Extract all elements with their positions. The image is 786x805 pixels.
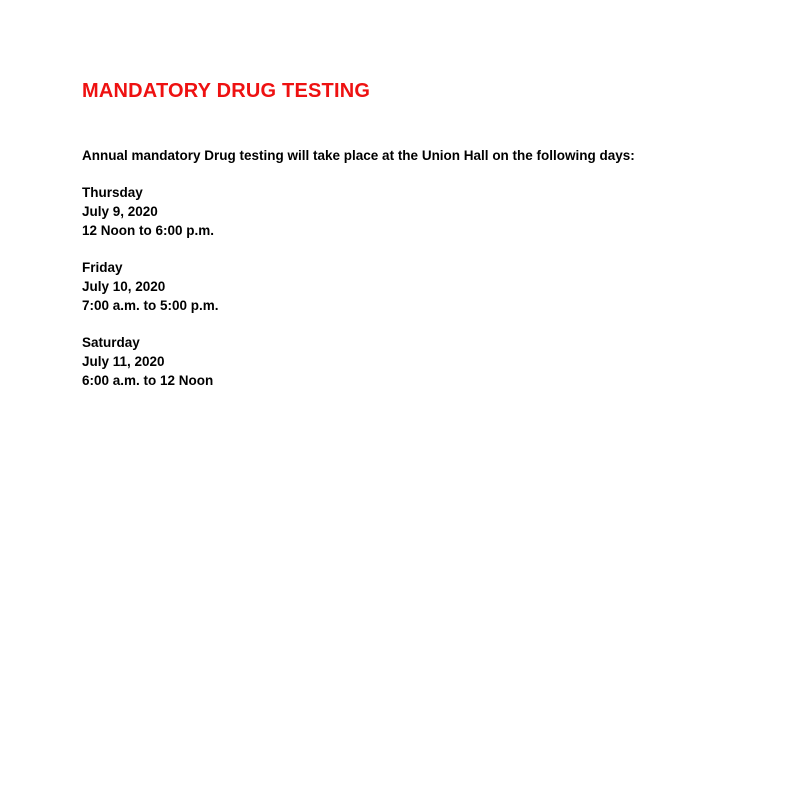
intro-paragraph: Annual mandatory Drug testing will take place at the Union Hall on the following days:: [82, 148, 635, 163]
session-day: Friday: [82, 260, 123, 275]
session-hours: 7:00 a.m. to 5:00 p.m.: [82, 298, 219, 313]
session-block: [82, 333, 706, 390]
session-date: July 11, 2020: [82, 354, 165, 369]
session-hours: 12 Noon to 6:00 p.m.: [82, 223, 215, 238]
session-date: July 10, 2020: [82, 279, 166, 294]
session-block: [82, 183, 706, 240]
session-block: [82, 258, 706, 315]
session-date: July 9, 2020: [82, 204, 158, 219]
session-day: Saturday: [82, 335, 140, 350]
session-day: Thursday: [82, 185, 143, 200]
session-hours: 6:00 a.m. to 12 Noon: [82, 373, 214, 388]
page-title: MANDATORY DRUG TESTING: [82, 80, 371, 102]
